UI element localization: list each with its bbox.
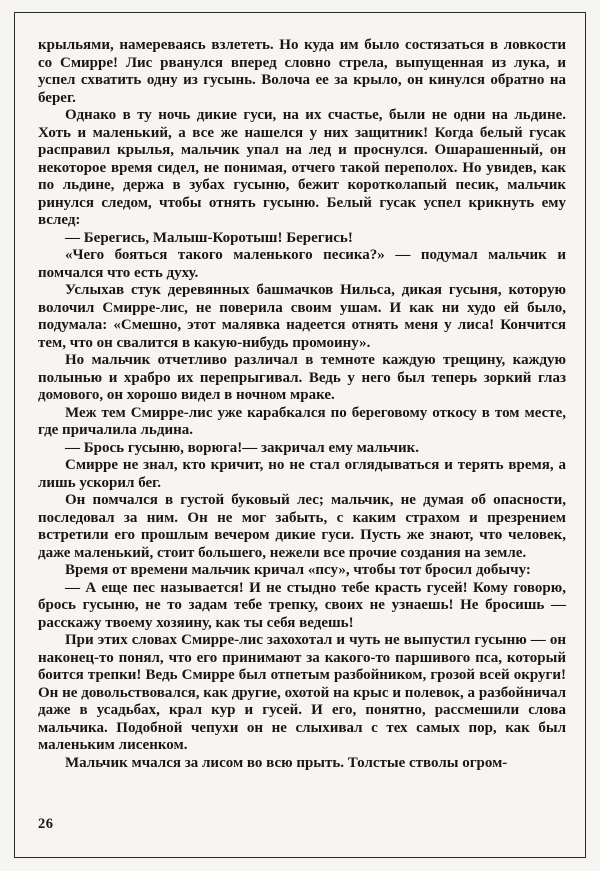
paragraph: При этих словах Смирре-лис захохотал и чуть не выпустил гусыню — он наконец-то понял, что его принимают за какого-то паршивого пса, который боится трепки! Ведь Смирре был отпетым разбойником, грозой всей округи! Он не довольствовался, как другие, охотой на крыс и полевок, а разбойничал даже в усадьбах, крал кур и гусей. И его, понятно, рассмешили слова мальчика. Подобной чепухи он не слыхивал с тех самых пор, как был маленьким лисенком.	[38, 632, 566, 753]
paragraph: «Чего бояться такого маленького песика?» — подумал мальчик и помчался что есть духу.	[38, 247, 566, 281]
page-number: 26	[38, 816, 54, 832]
paragraph: Но мальчик отчетливо различал в темноте каждую трещину, каждую полынью и храбро их перепрыгивал. Ведь у него был теперь зоркий глаз домового, он хорошо видел в ночном мраке.	[38, 352, 566, 403]
paragraph: крыльями, намереваясь взлететь. Но куда им было состязаться в ловкости со Смирре! Лис рванулся вперед словно стрела, выпущенная из лука, и успел схватить одну из гусынь. Волоча ее за крыло, он кинулся обратно на берег.	[38, 37, 566, 106]
page-border-frame	[14, 12, 586, 858]
paragraph-dialogue: — Брось гусыню, ворюга!— закричал ему мальчик.	[65, 439, 420, 456]
paragraph: Мальчик мчался за лисом во всю прыть. Толстые стволы огром-	[65, 754, 508, 771]
paragraph: Меж тем Смирре-лис уже карабкался по береговому откосу в том месте, где причалила льдина.	[38, 404, 566, 438]
page-text-block	[38, 37, 566, 772]
paragraph: Он помчался в густой буковый лес; мальчик, не думая об опасности, последовал за ним. Он не мог забыть, с каким страхом и презрением встретили его прошлым вечером дикие гуси. Пусть же знают, что человек, даже маленький, стоит большего, нежели все прочие создания на земле.	[38, 492, 566, 561]
paragraph: Услыхав стук деревянных башмачков Нильса, дикая гусыня, которую волочил Смирре-лис, не поверила своим ушам. И как ни худо ей было, подумала: «Смешно, этот малявка надеется отнять меня у лиса! Кончится тем, что он свалится в какую-нибудь промоину».	[38, 282, 566, 351]
paragraph: Смирре не знал, кто кричит, но не стал оглядываться и терять время, а лишь ускорил бег.	[38, 457, 566, 491]
paragraph-dialogue: — Берегись, Малыш-Коротыш! Берегись!	[65, 229, 353, 246]
paragraph: Однако в ту ночь дикие гуси, на их счастье, были не одни на льдине. Хоть и маленький, а все же нашелся у них защитник! Когда белый гусак расправил крылья, мальчик упал на лед и проснулся. Ошарашенный, он некоторое время сидел, не понимая, отчего такой переполох. Но увидев, как по льдине, держа в зубах гусыню, бежит коротколапый песик, мальчик ринулся следом, чтобы отнять гусыню. Белый гусак успел крикнуть ему вслед:	[38, 107, 566, 228]
paragraph-dialogue: — А еще пес называется! И не стыдно тебе красть гусей! Кому говорю, брось гусыню, не то задам тебе трепку, своих не узнаешь! Не бросишь — расскажу твоему хозяину, как ты себя ведешь!	[38, 579, 566, 631]
paragraph: Время от времени мальчик кричал «псу», чтобы тот бросил добычу:	[65, 562, 531, 578]
